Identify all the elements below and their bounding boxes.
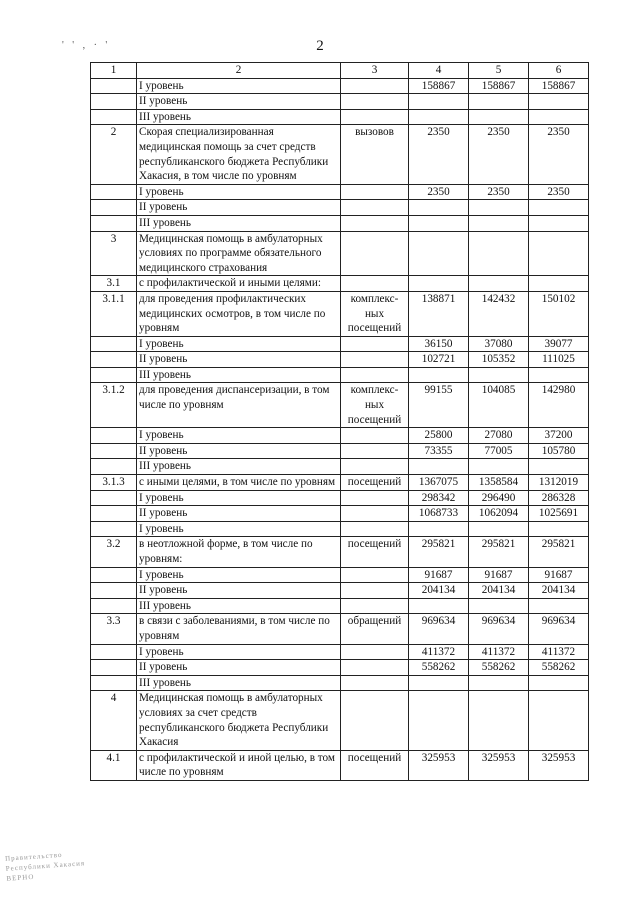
table-row [91, 352, 589, 368]
row-number-cell [91, 644, 137, 660]
row-value-4-cell [409, 521, 469, 537]
table-row [91, 537, 589, 567]
row-value-6-cell: 91687 [529, 567, 589, 583]
row-name-cell: для проведения профилактических медицинских осмотров, в том числе по уровням [137, 291, 341, 336]
row-name-cell: для проведения диспансеризации, в том числе по уровням [137, 383, 341, 428]
row-number-cell [91, 336, 137, 352]
row-value-4-cell: 1367075 [409, 475, 469, 491]
table-row [91, 94, 589, 110]
row-value-5-cell: 2350 [469, 184, 529, 200]
table-row [91, 78, 589, 94]
row-value-6-cell [529, 276, 589, 292]
row-name-cell: I уровень [137, 428, 341, 444]
row-unit-cell: посещений [341, 750, 409, 780]
row-value-4-cell: 36150 [409, 336, 469, 352]
table-row [91, 644, 589, 660]
row-unit-cell [341, 583, 409, 599]
column-header: 5 [469, 63, 529, 79]
row-name-cell: II уровень [137, 200, 341, 216]
row-number-cell: 3.1 [91, 276, 137, 292]
row-number-cell [91, 215, 137, 231]
row-value-5-cell: 91687 [469, 567, 529, 583]
stamp-line: Правительство [4, 850, 63, 863]
row-value-6-cell: 158867 [529, 78, 589, 94]
row-unit-cell [341, 644, 409, 660]
row-value-4-cell: 2350 [409, 125, 469, 184]
row-name-cell: II уровень [137, 506, 341, 522]
row-value-5-cell [469, 367, 529, 383]
row-value-6-cell: 295821 [529, 537, 589, 567]
row-number-cell: 4.1 [91, 750, 137, 780]
row-name-cell: I уровень [137, 336, 341, 352]
table-row [91, 459, 589, 475]
row-name-cell: Скорая специализированная медицинская помощь за счет средств республиканского бюджета Республики Хакасия, в том числе по уровням [137, 125, 341, 184]
row-value-5-cell: 158867 [469, 78, 529, 94]
row-number-cell [91, 490, 137, 506]
row-value-5-cell [469, 675, 529, 691]
row-value-6-cell [529, 94, 589, 110]
row-unit-cell [341, 598, 409, 614]
row-unit-cell [341, 459, 409, 475]
row-value-6-cell: 1312019 [529, 475, 589, 491]
row-number-cell [91, 94, 137, 110]
row-name-cell: Медицинская помощь в амбулаторных условиях за счет средств республиканского бюджета Республики Хакасия [137, 691, 341, 750]
row-name-cell: I уровень [137, 521, 341, 537]
row-name-cell: с иными целями, в том числе по уровням [137, 475, 341, 491]
row-value-6-cell: 204134 [529, 583, 589, 599]
row-value-6-cell [529, 215, 589, 231]
row-value-4-cell: 558262 [409, 660, 469, 676]
row-value-6-cell: 325953 [529, 750, 589, 780]
row-unit-cell [341, 94, 409, 110]
page-number: 2 [316, 38, 324, 54]
row-name-cell: III уровень [137, 675, 341, 691]
row-number-cell: 3.1.1 [91, 291, 137, 336]
row-value-5-cell: 411372 [469, 644, 529, 660]
row-number-cell [91, 428, 137, 444]
table-row [91, 521, 589, 537]
table-row [91, 660, 589, 676]
table-row [91, 383, 589, 428]
row-name-cell: I уровень [137, 567, 341, 583]
row-unit-cell [341, 691, 409, 750]
row-value-5-cell: 1358584 [469, 475, 529, 491]
row-unit-cell [341, 200, 409, 216]
row-value-4-cell [409, 367, 469, 383]
row-value-4-cell [409, 231, 469, 276]
row-value-4-cell: 298342 [409, 490, 469, 506]
row-value-6-cell: 2350 [529, 184, 589, 200]
table-row [91, 200, 589, 216]
row-name-cell: II уровень [137, 352, 341, 368]
table-row [91, 490, 589, 506]
scan-marks: ' ' , · ' [62, 40, 111, 51]
row-value-4-cell: 2350 [409, 184, 469, 200]
row-unit-cell: посещений [341, 475, 409, 491]
row-value-4-cell: 295821 [409, 537, 469, 567]
row-value-6-cell [529, 675, 589, 691]
table-row [91, 215, 589, 231]
table-row [91, 506, 589, 522]
row-value-5-cell: 969634 [469, 614, 529, 644]
row-value-5-cell: 1062094 [469, 506, 529, 522]
row-name-cell: III уровень [137, 598, 341, 614]
table-row [91, 598, 589, 614]
table-row [91, 291, 589, 336]
row-number-cell [91, 660, 137, 676]
row-value-6-cell: 142980 [529, 383, 589, 428]
row-value-4-cell: 73355 [409, 443, 469, 459]
row-name-cell: Медицинская помощь в амбулаторных условиях по программе обязательного медицинского страхования [137, 231, 341, 276]
row-value-4-cell [409, 598, 469, 614]
row-name-cell: II уровень [137, 94, 341, 110]
row-unit-cell [341, 276, 409, 292]
row-number-cell: 3.3 [91, 614, 137, 644]
row-value-5-cell [469, 691, 529, 750]
row-name-cell: в связи с заболеваниями, в том числе по уровням [137, 614, 341, 644]
table-row [91, 475, 589, 491]
row-name-cell: III уровень [137, 367, 341, 383]
row-name-cell: в неотложной форме, в том числе по уровням: [137, 537, 341, 567]
row-value-6-cell [529, 691, 589, 750]
row-value-5-cell: 105352 [469, 352, 529, 368]
row-value-5-cell [469, 459, 529, 475]
table-body [91, 78, 589, 780]
row-value-5-cell [469, 109, 529, 125]
row-name-cell: II уровень [137, 443, 341, 459]
row-number-cell [91, 583, 137, 599]
row-name-cell: I уровень [137, 644, 341, 660]
row-unit-cell [341, 352, 409, 368]
stamp-line: Республики Хакасия [5, 859, 86, 873]
row-value-6-cell: 105780 [529, 443, 589, 459]
row-value-4-cell: 411372 [409, 644, 469, 660]
row-number-cell [91, 459, 137, 475]
table-row [91, 276, 589, 292]
row-unit-cell [341, 78, 409, 94]
table-row [91, 675, 589, 691]
row-value-5-cell: 27080 [469, 428, 529, 444]
stamp-seal [5, 846, 116, 893]
row-value-4-cell [409, 94, 469, 110]
row-unit-cell [341, 367, 409, 383]
row-value-6-cell [529, 231, 589, 276]
row-value-6-cell [529, 598, 589, 614]
row-value-5-cell: 325953 [469, 750, 529, 780]
row-unit-cell: комплекс- ных посещений [341, 383, 409, 428]
row-value-4-cell: 25800 [409, 428, 469, 444]
row-value-4-cell [409, 276, 469, 292]
row-value-4-cell: 969634 [409, 614, 469, 644]
row-name-cell: I уровень [137, 490, 341, 506]
row-value-6-cell [529, 367, 589, 383]
row-value-4-cell [409, 675, 469, 691]
row-name-cell: III уровень [137, 459, 341, 475]
row-number-cell: 3.1.2 [91, 383, 137, 428]
row-name-cell: с профилактической и иной целью, в том числе по уровням [137, 750, 341, 780]
row-unit-cell [341, 675, 409, 691]
row-value-4-cell: 158867 [409, 78, 469, 94]
row-value-5-cell [469, 276, 529, 292]
row-value-4-cell [409, 200, 469, 216]
table-row [91, 428, 589, 444]
row-unit-cell: комплекс- ных посещений [341, 291, 409, 336]
row-unit-cell: обращений [341, 614, 409, 644]
row-value-6-cell: 969634 [529, 614, 589, 644]
row-value-4-cell: 102721 [409, 352, 469, 368]
row-value-5-cell [469, 94, 529, 110]
row-unit-cell [341, 231, 409, 276]
table-row [91, 750, 589, 780]
stamp-line: ВЕРНО [6, 872, 35, 883]
row-unit-cell: посещений [341, 537, 409, 567]
row-value-6-cell: 286328 [529, 490, 589, 506]
row-value-5-cell [469, 231, 529, 276]
row-value-6-cell: 150102 [529, 291, 589, 336]
row-value-5-cell [469, 200, 529, 216]
table-row [91, 336, 589, 352]
row-number-cell [91, 506, 137, 522]
row-number-cell [91, 598, 137, 614]
row-number-cell [91, 109, 137, 125]
table-row [91, 443, 589, 459]
row-value-4-cell [409, 459, 469, 475]
row-value-5-cell: 77005 [469, 443, 529, 459]
row-unit-cell: вызовов [341, 125, 409, 184]
row-number-cell: 2 [91, 125, 137, 184]
table-row [91, 583, 589, 599]
row-number-cell [91, 200, 137, 216]
column-header: 2 [137, 63, 341, 79]
row-unit-cell [341, 443, 409, 459]
row-value-6-cell: 558262 [529, 660, 589, 676]
row-unit-cell [341, 184, 409, 200]
table-row [91, 567, 589, 583]
row-unit-cell [341, 506, 409, 522]
row-value-6-cell [529, 109, 589, 125]
row-value-6-cell [529, 200, 589, 216]
row-unit-cell [341, 336, 409, 352]
column-header: 4 [409, 63, 469, 79]
row-name-cell: III уровень [137, 215, 341, 231]
data-table [90, 62, 589, 781]
row-value-6-cell: 111025 [529, 352, 589, 368]
row-value-5-cell: 204134 [469, 583, 529, 599]
row-name-cell: I уровень [137, 184, 341, 200]
row-value-6-cell: 37200 [529, 428, 589, 444]
row-unit-cell [341, 428, 409, 444]
row-number-cell [91, 443, 137, 459]
table-row [91, 614, 589, 644]
row-value-4-cell [409, 109, 469, 125]
column-header: 3 [341, 63, 409, 79]
row-number-cell [91, 352, 137, 368]
table-row [91, 125, 589, 184]
row-value-5-cell [469, 598, 529, 614]
column-header: 6 [529, 63, 589, 79]
row-value-4-cell: 204134 [409, 583, 469, 599]
row-value-5-cell: 558262 [469, 660, 529, 676]
row-value-5-cell [469, 215, 529, 231]
row-value-6-cell [529, 459, 589, 475]
row-number-cell [91, 184, 137, 200]
row-number-cell [91, 367, 137, 383]
row-value-5-cell: 104085 [469, 383, 529, 428]
row-unit-cell [341, 109, 409, 125]
table-row [91, 367, 589, 383]
row-name-cell: I уровень [137, 78, 341, 94]
row-value-5-cell: 2350 [469, 125, 529, 184]
row-unit-cell [341, 567, 409, 583]
row-value-4-cell [409, 215, 469, 231]
row-value-4-cell: 138871 [409, 291, 469, 336]
row-number-cell: 4 [91, 691, 137, 750]
row-name-cell: III уровень [137, 109, 341, 125]
row-value-6-cell [529, 521, 589, 537]
row-value-5-cell: 142432 [469, 291, 529, 336]
row-value-5-cell: 295821 [469, 537, 529, 567]
row-number-cell: 3 [91, 231, 137, 276]
row-value-6-cell: 411372 [529, 644, 589, 660]
row-number-cell [91, 675, 137, 691]
table-row [91, 231, 589, 276]
table-header-row [91, 63, 589, 79]
table-row [91, 691, 589, 750]
row-number-cell [91, 78, 137, 94]
row-number-cell [91, 567, 137, 583]
row-unit-cell [341, 660, 409, 676]
row-number-cell: 3.1.3 [91, 475, 137, 491]
table-row [91, 184, 589, 200]
row-value-4-cell: 91687 [409, 567, 469, 583]
row-value-5-cell: 296490 [469, 490, 529, 506]
row-unit-cell [341, 215, 409, 231]
row-value-4-cell: 325953 [409, 750, 469, 780]
table-row [91, 109, 589, 125]
row-value-4-cell: 1068733 [409, 506, 469, 522]
row-number-cell [91, 521, 137, 537]
row-value-5-cell: 37080 [469, 336, 529, 352]
row-value-6-cell: 2350 [529, 125, 589, 184]
row-unit-cell [341, 521, 409, 537]
row-value-4-cell [409, 691, 469, 750]
row-unit-cell [341, 490, 409, 506]
row-name-cell: с профилактической и иными целями: [137, 276, 341, 292]
column-header: 1 [91, 63, 137, 79]
row-value-4-cell: 99155 [409, 383, 469, 428]
row-name-cell: II уровень [137, 660, 341, 676]
row-value-6-cell: 1025691 [529, 506, 589, 522]
row-number-cell: 3.2 [91, 537, 137, 567]
row-value-6-cell: 39077 [529, 336, 589, 352]
row-name-cell: II уровень [137, 583, 341, 599]
row-value-5-cell [469, 521, 529, 537]
